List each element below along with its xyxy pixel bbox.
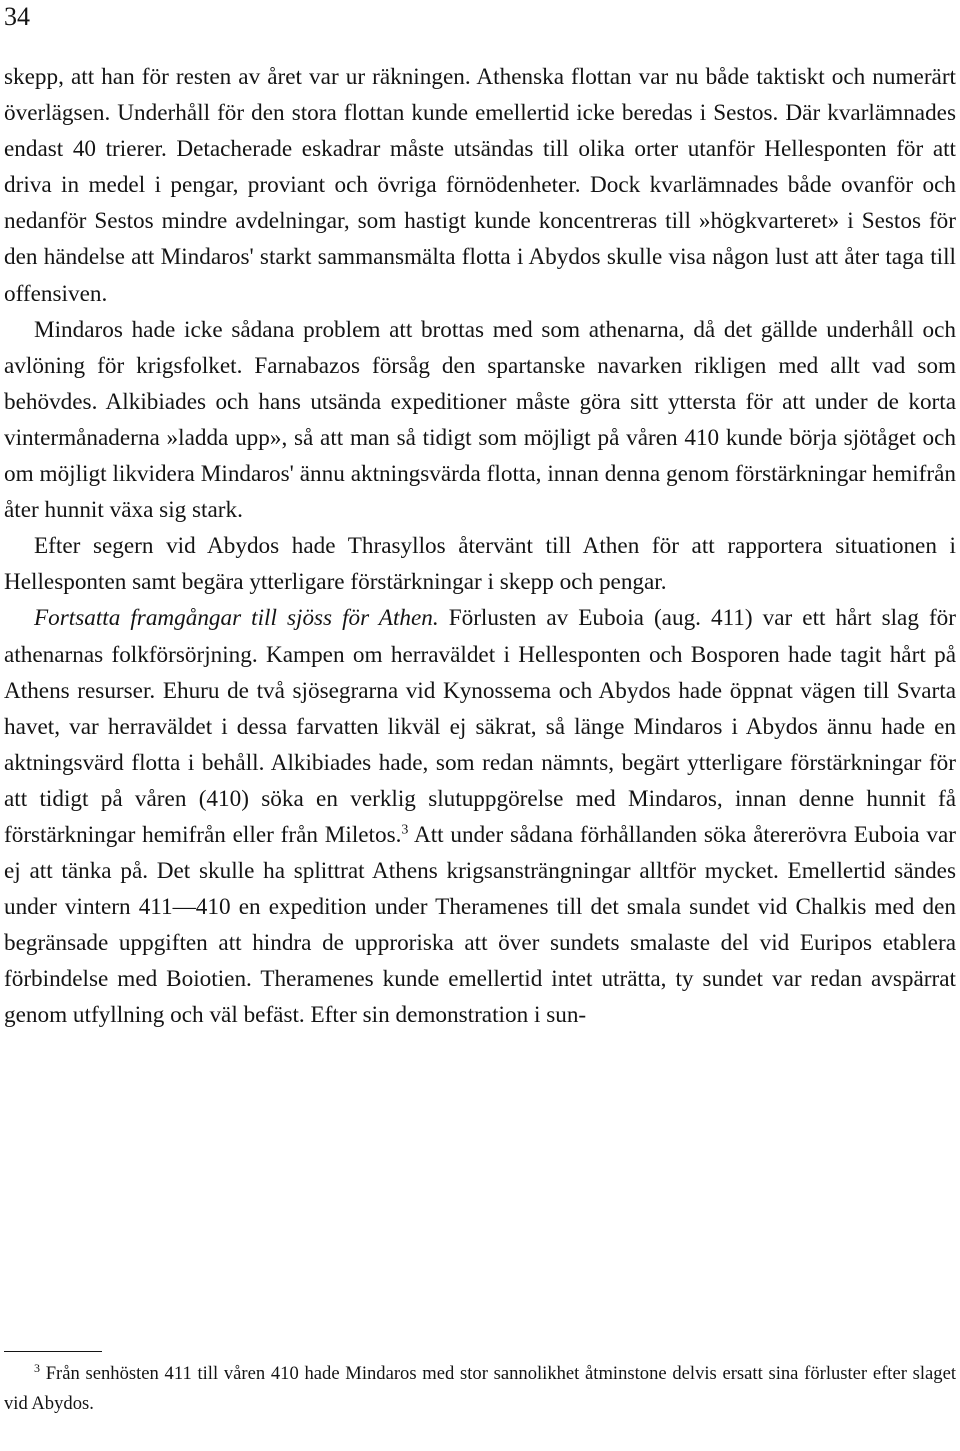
section-heading: Fortsatta framgångar till sjöss för Athen. xyxy=(34,605,439,632)
footnote-marker: 3 xyxy=(34,1360,40,1375)
footnote-reference: 3 xyxy=(401,822,409,838)
footnote-divider xyxy=(4,1351,102,1352)
paragraph-4-text-a: Förlusten av Euboia (aug. 411) var ett hårt slag för athenarnas folkförsörjning. Kampen om herraväldet i Hellesponten och Bosporen hade tagit hårt på Athens resurser. Ehuru de två sjösegrarna vid Kynossema och Abydos hade öppnat vägen till Svarta havet, var herraväldet i dessa farvatten likväl ej säkrat, så länge Mindaros i Abydos ännu hade en aktningsvärd flotta i behåll. Alkibiades hade, som redan nämnts, begärt ytterligare förstärkningar för att tidigt på våren (410) söka en verklig slutuppgörelse med Mindaros, innan denne hunnit få förstärkningar hemifrån eller från Miletos. xyxy=(4,605,956,848)
footnote xyxy=(4,1359,956,1419)
body-text xyxy=(4,59,956,1034)
footnote-text: Från senhösten 411 till våren 410 hade Mindaros med stor sannolikhet åtminstone delvis ersatt sina förluster efter slaget vid Abydos. xyxy=(4,1363,956,1414)
paragraph-4 xyxy=(4,600,956,1033)
paragraph-4-text-b: Att under sådana förhållanden söka återerövra Euboia var ej att tänka på. Det skulle ha splittrat Athens krigsansträngningar alltför mycket. Emellertid sändes under vintern 411—410 en expedition under Theramenes till det smala sundet vid Chalkis med den begränsade uppgiften att hindra de upproriska att över sundets smalaste del vid Euripos etablera förbindelse med Boiotien. Theramenes kunde emellertid intet uträtta, ty sundet var redan avspärrat genom utfyllning och väl befäst. Efter sin demonstration i sun- xyxy=(4,821,956,1029)
paragraph-2: Mindaros hade icke sådana problem att brottas med som athenarna, då det gällde underhåll och avlöning för krigsfolket. Farnabazos försåg den spartanske navarken rikligen med allt vad som behövdes. Alkibiades och hans utsända expeditioner måste göra sitt yttersta för att under de korta vintermånaderna »ladda upp», så att man så tidigt som möjligt på våren 410 kunde börja sjötåget och om möjligt likvidera Mindaros' ännu aktningsvärda flotta, innan denna genom förstärkningar hemifrån åter hunnit växa sig stark. xyxy=(4,316,956,524)
paragraph-1: skepp, att han för resten av året var ur räkningen. Athenska flottan var nu både taktiskt och numerärt överlägsen. Underhåll för den stora flottan kunde emellertid icke beredas i Sestos. Där kvarlämnades endast 40 trierer. Detacherade eskadrar måste utsändas till olika orter utanför Hellesponten för att driva in medel i pengar, proviant och övriga förnödenheter. Dock kvarlämnades både ovanför och nedanför Sestos mindre avdelningar, som hastigt kunde koncentreras till »högkvarteret» i Sestos för den händelse att Mindaros' starkt sammansmälta flotta i Abydos skulle visa någon lust att åter taga till offensiven. xyxy=(4,64,956,307)
page-number: 34 xyxy=(4,2,30,31)
paragraph-3: Efter segern vid Abydos hade Thrasyllos återvänt till Athen för att rapportera situationen i Hellesponten samt begära ytterligare förstärkningar i skepp och pengar. xyxy=(4,533,956,596)
